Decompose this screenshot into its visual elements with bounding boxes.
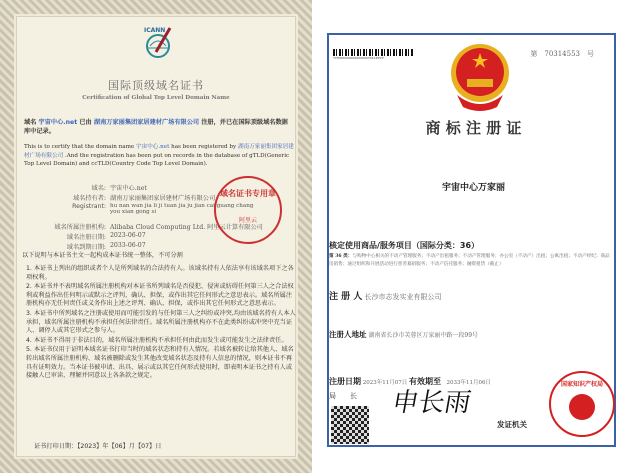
signature: 申长雨: [389, 388, 474, 418]
qr-code: [331, 406, 369, 444]
goods-heading: 核定使用商品/服务项目（国际分类：36）: [329, 241, 480, 250]
svg-text:ICANN: ICANN: [144, 27, 166, 34]
certificate-title: 商 标 注 册 证: [425, 119, 522, 137]
title-en: Certification of Global Top Level Domain Name: [82, 95, 230, 101]
director-label: 局 长: [329, 392, 357, 400]
domain-certificate: [0, 0, 312, 473]
trademark-certificate: [327, 33, 616, 447]
print-date: 证书打印日期：【2023】年【06】月【07】日: [34, 443, 162, 450]
registrar-seal: 域名证书专用章 阿里云: [214, 176, 282, 244]
dates: 注册日期 2023年11月07日 有效期至 2033年11月06日: [329, 377, 492, 386]
barcode: *0TMZ000000000000070314553*: [333, 49, 413, 60]
national-emblem: [447, 43, 513, 111]
registrant-address: 注册人地址 湖南省长沙市芙蓉区万家丽中路一段99号: [329, 330, 479, 339]
para-en: This is to certify that the domain name 宇宙中心.net has been registered by 湖南万家丽集团家居建材广场有限公司 .And the registration has been put on records in the database of gTLD(Generic Top Level Domain) and ccTLD(Country Code Top Level Domain).: [24, 144, 294, 168]
para-cn: 域名 宇宙中心.net 已由 湖南万家丽集团家居建材广场有限公司 注册，并已在国际顶级域名数据库中记录。: [24, 119, 288, 135]
cnipa-seal: 国家知识产权局: [549, 371, 615, 437]
emblem-icon: [569, 394, 595, 420]
title-cn: 国际顶级域名证书: [108, 79, 204, 92]
trademark-name: 宇宙中心万家丽: [441, 183, 505, 193]
registrant: 注 册 人 长沙市志发实业有限公司: [329, 292, 442, 302]
issuer-label: 发证机关: [497, 420, 527, 429]
notes-header: 以下说明与本证书主文一起构成本证书统一整体，不可分割: [22, 252, 183, 259]
icann-logo: [136, 22, 180, 66]
goods-detail: 第 36 类：与购物中心相关的不动产管理服务；不动产出租服务；不动产管理服务；办公室（不动产）出租；公寓出租；不动产经纪；商品房销售；通过组织和开展活动进行慈善募捐服务；不动产信托服务；融资租赁（截止）: [329, 254, 610, 267]
notes-list: 1. 本证书上列出的组织或者个人是所列域名的合法持有人。该域名持有人依法享有该域名项下之各项权利。 2. 本证书并不表明域名所属注册机构对本证书所列域名是否侵犯、侵害或妨碍任何第三人之合法权利或利益作出任何明示或默示之评判、确认、担保，或作出其它任何形式之意思表示。域名所属注册机构亦无任何责任或义务作出上述之评判、确认、担保，或作出其它任何形式之意思表示。 3. 本证书中所列域名之注册或使用而可能引发的与任何第三人之纠纷或冲突,均由该域名持有人本人承担，域名所属注册机构不承担任何法律责任。域名所属注册机构亦不在此类纠纷或冲突中充当证人、调停人或其它形式之参与人。 4. 本证书不得用于非法目的，域名所属注册机构不承担任何由此而发生或可能发生之法律责任。 5. 本证书仅用于证明本域名证书打印当时的域名状态和持有人情况。若域名被转让给其他人、域名转出域名所属注册机构、域名被删除或发生其他改变域名状态及持有人信息的情况，则本证书不再具有证明效力。当本证书被申请、出具、展示或以其它任何形式使用时，即表明本证书之持有人或接触人已审读、理解并同意以上各条款之规定。: [26, 265, 296, 380]
certificate-number: 第 70314553 号: [530, 50, 594, 58]
fields: 域名: 宇宙中心.net 域名持有者: 湖南万家丽集团家居建材广场有限公司 Registrant: hu nan wan jia li ji tuan jia ju jian cai guang chang you xian gong si 域名所属注册机构: Alibaba Cloud Computing Ltd. 阿里云计算有限公司 域名注册日期: 2023-06-07 域名到期日期: 2033-06-07: [54, 185, 263, 251]
